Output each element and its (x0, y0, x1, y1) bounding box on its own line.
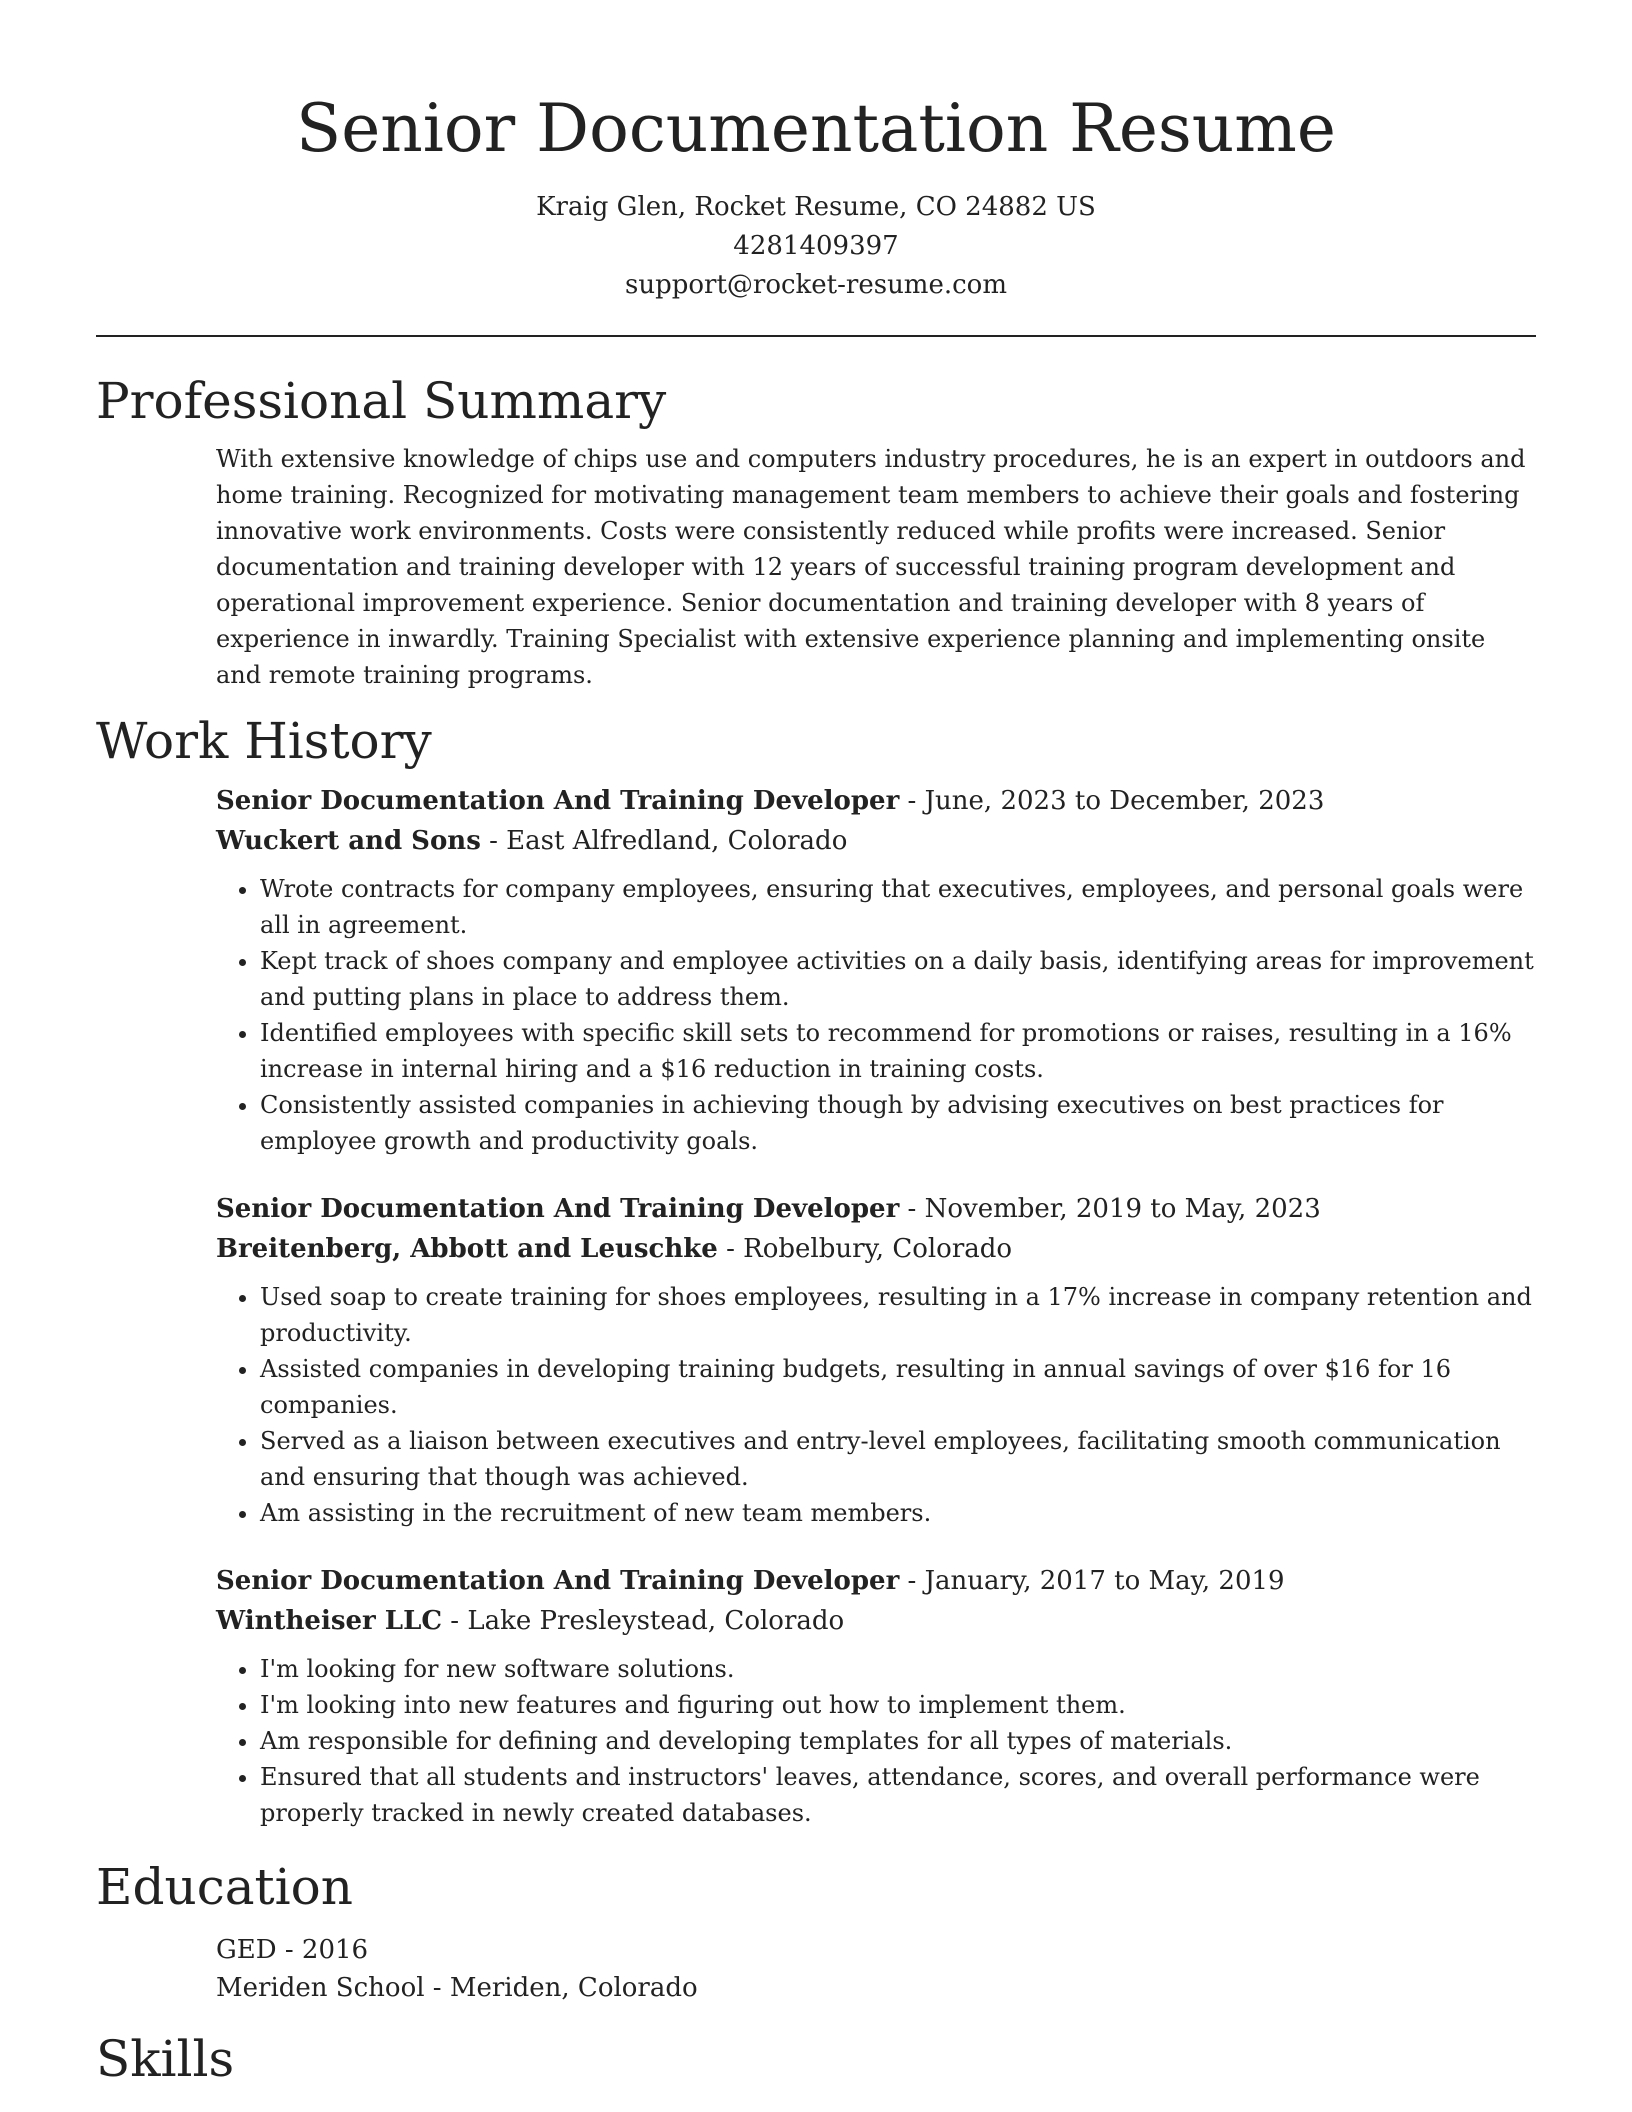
job-dates: - November, 2019 to May, 2023 (899, 1194, 1321, 1224)
section-heading: Professional Summary (96, 372, 667, 430)
education-school: Meriden School (216, 1973, 425, 2003)
job-bullets (216, 871, 1536, 1159)
list-item: • Am responsible for defining and developing templates for all types of materials. (260, 1723, 1536, 1759)
job-title: Senior Documentation And Training Developer (216, 1194, 900, 1224)
section-skills (96, 2027, 1536, 2091)
section-heading: Education (96, 1858, 353, 1916)
job-location: - Robelbury, Colorado (717, 1234, 1013, 1264)
education-location: - Meriden, Colorado (424, 1973, 698, 2003)
section-heading: Work History (96, 712, 432, 770)
list-item: • Used soap to create training for shoes employees, resulting in a 17% increase in company retention and productivity. (260, 1279, 1536, 1351)
education-entry (216, 1931, 1536, 2007)
job-title: Senior Documentation And Training Developer (216, 786, 900, 816)
job-dates: - June, 2023 to December, 2023 (899, 786, 1325, 816)
job-company: Wuckert and Sons (216, 826, 481, 856)
job-company-line (216, 1601, 1536, 1641)
section-education (96, 1855, 1536, 2007)
list-item: • Assisted companies in developing training budgets, resulting in annual savings of over $16 for 16 companies. (260, 1351, 1536, 1423)
contact-email: support@rocket-resume.com (624, 270, 1007, 300)
list-item: • Ensured that all students and instructors' leaves, attendance, scores, and overall performance were properly tracked in newly created databases. (260, 1759, 1536, 1831)
list-item: • Identified employees with specific skill sets to recommend for promotions or raises, resulting in a 16% increase in internal hiring and a $16 reduction in training costs. (260, 1015, 1536, 1087)
job-company-line (216, 821, 1536, 861)
resume-page (96, 0, 1536, 2091)
job-title: Senior Documentation And Training Developer (216, 1566, 900, 1596)
job-title-line (216, 1561, 1536, 1601)
job-title-line (216, 781, 1536, 821)
summary-text: With extensive knowledge of chips use and computers industry procedures, he is an expert in outdoors and home training. Recognized for motivating management team members to achieve their goals and fostering innovative work environments. Costs were consistently reduced while profits were increased. Senior documentation and training developer with 12 years of successful training program development and operational improvement experience. Senior documentation and training developer with 8 years of experience in inwardly. Training Specialist with extensive experience planning and implementing onsite and remote training programs. (216, 445, 1526, 689)
job-location: - Lake Presleystead, Colorado (442, 1606, 845, 1636)
contact-phone: 4281409397 (733, 231, 899, 261)
list-item: • Am assisting in the recruitment of new team members. (260, 1495, 1536, 1531)
list-item: • I'm looking into new features and figuring out how to implement them. (260, 1687, 1536, 1723)
job-dates: - January, 2017 to May, 2019 (899, 1566, 1285, 1596)
education-school-line (216, 1969, 1536, 2007)
contact-block (96, 188, 1536, 305)
job-bullets (216, 1651, 1536, 1831)
education-degree-line (216, 1931, 1536, 1969)
document-title: Senior Documentation Resume (296, 90, 1336, 167)
header-divider (96, 335, 1536, 337)
job-bullets (216, 1279, 1536, 1531)
contact-address: Kraig Glen, Rocket Resume, CO 24882 US (536, 192, 1096, 222)
job-entry (216, 1189, 1536, 1531)
job-company: Breitenberg, Abbott and Leuschke (216, 1234, 718, 1264)
resume-header (96, 0, 1536, 305)
list-item: • Kept track of shoes company and employee activities on a daily basis, identifying areas for improvement and putting plans in place to address them. (260, 943, 1536, 1015)
job-location: - East Alfredland, Colorado (480, 826, 848, 856)
education-year: - 2016 (276, 1935, 369, 1965)
job-company-line (216, 1229, 1536, 1269)
list-item: • Consistently assisted companies in achieving though by advising executives on best practices for employee growth and productivity goals. (260, 1087, 1536, 1159)
list-item: • I'm looking for new software solutions. (260, 1651, 1536, 1687)
education-degree: GED (216, 1935, 277, 1965)
list-item: • Served as a liaison between executives and entry-level employees, facilitating smooth communication and ensuring that though was achieved. (260, 1423, 1536, 1495)
job-title-line (216, 1189, 1536, 1229)
job-company: Wintheiser LLC (216, 1606, 443, 1636)
section-heading: Skills (96, 2030, 235, 2088)
job-entry (216, 1561, 1536, 1831)
section-work-history (96, 709, 1536, 1831)
list-item: • Wrote contracts for company employees, ensuring that executives, employees, and personal goals were all in agreement. (260, 871, 1536, 943)
section-professional-summary (96, 369, 1536, 693)
job-entry (216, 781, 1536, 1159)
